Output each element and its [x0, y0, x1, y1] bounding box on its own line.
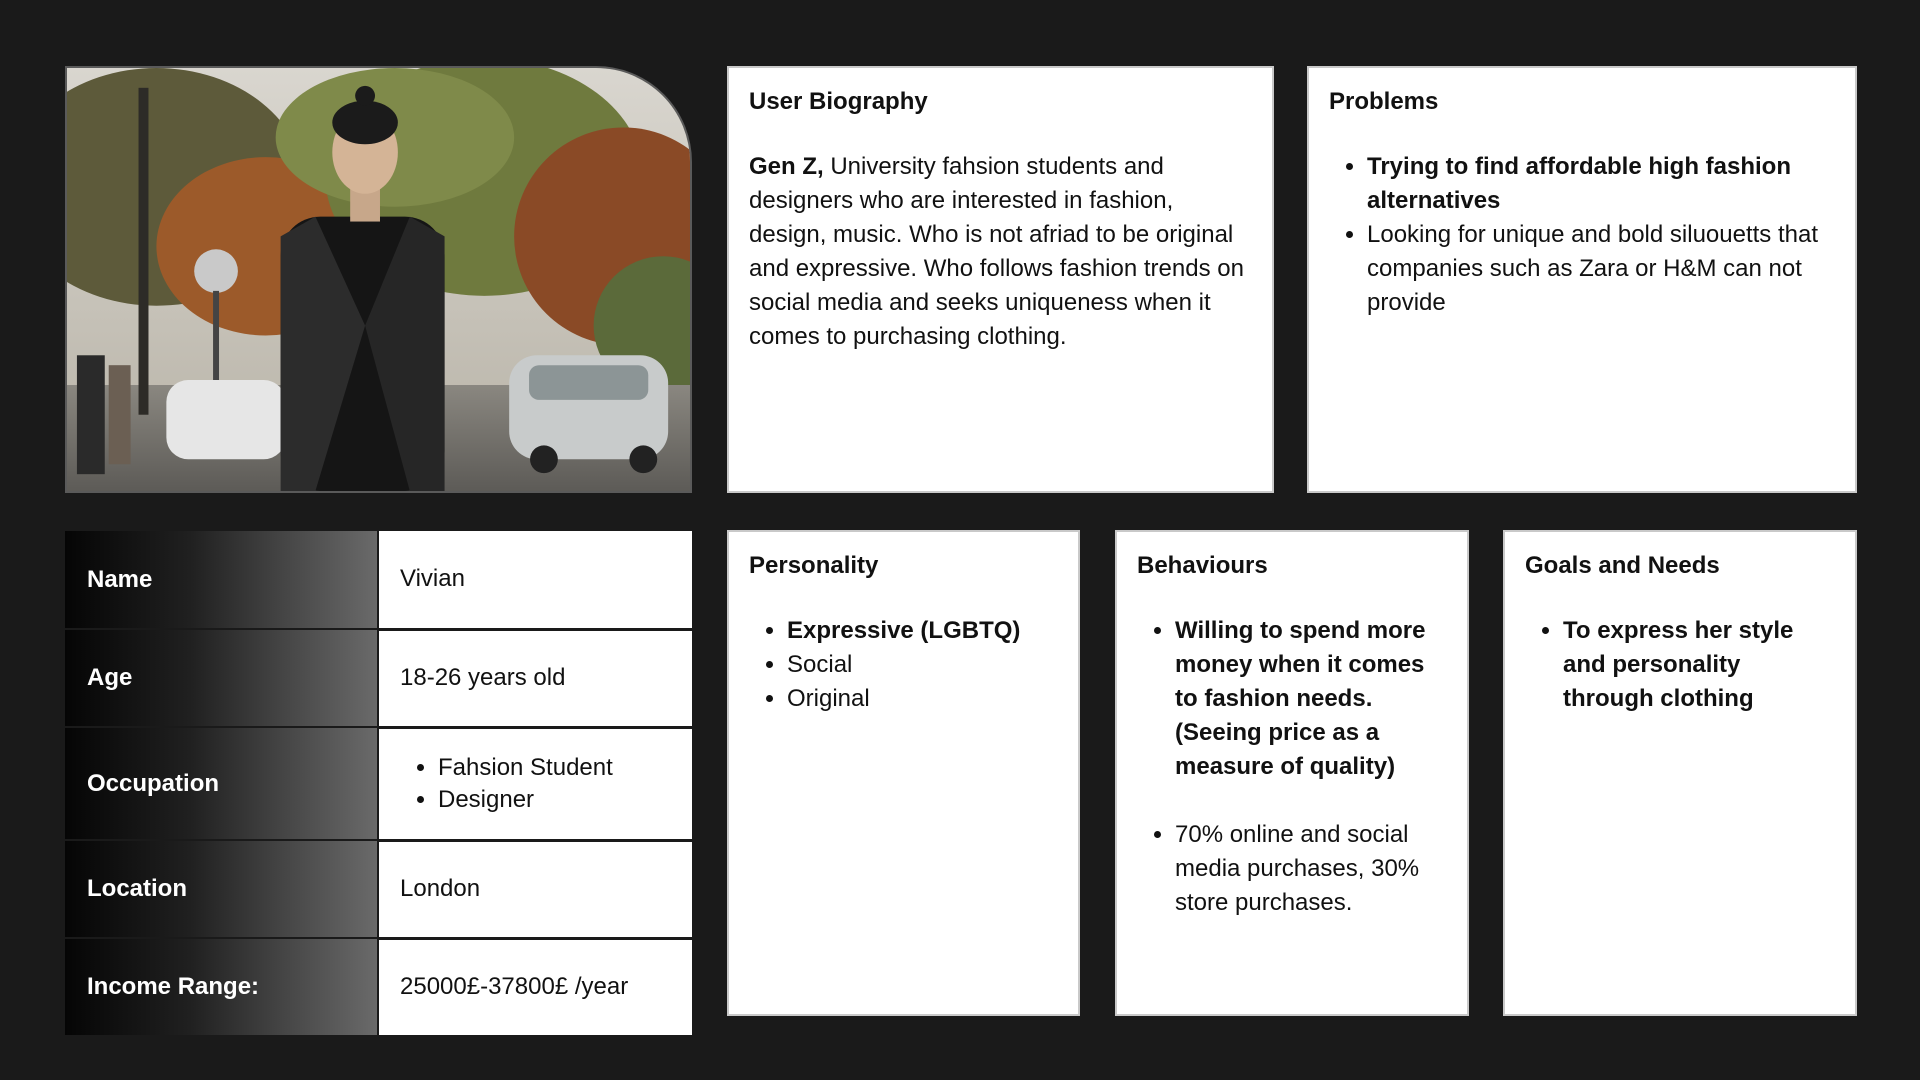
- list-item: • Expressive (LGBTQ): [787, 614, 1058, 648]
- occupation-list: [400, 752, 691, 816]
- list-item: • Designer: [438, 784, 691, 816]
- profile-value-occupation: [378, 727, 692, 840]
- list-item: • Looking for unique and bold siluouetts that companies such as Zara or H&M can not provide: [1367, 218, 1835, 320]
- personality-title: Personality: [749, 552, 879, 579]
- profile-value-age: 18-26 years old: [378, 629, 692, 727]
- list-item: • Social: [787, 648, 1058, 682]
- list-item: • To express her style and personality through clothing: [1563, 614, 1835, 716]
- profile-label-age: Age: [65, 629, 378, 727]
- biography-lead: Gen Z,: [749, 152, 824, 180]
- profile-table: [65, 531, 692, 1038]
- behaviours-title: Behaviours: [1137, 552, 1268, 579]
- problems-title: Problems: [1329, 88, 1439, 115]
- profile-label-occupation: Occupation: [65, 727, 378, 840]
- problems-list: [1329, 150, 1835, 320]
- list-item: • 70% online and social media purchases, 30% store purchases.: [1175, 818, 1447, 920]
- list-item: • Trying to find affordable high fashion alternatives: [1367, 150, 1835, 218]
- personality-list: [749, 614, 1058, 716]
- list-item: • Willing to spend more money when it comes to fashion needs. (Seeing price as a measure of quality): [1175, 614, 1447, 784]
- profile-label-income: Income Range:: [65, 938, 378, 1036]
- profile-value-income: 25000£-37800£ /year: [378, 938, 692, 1036]
- profile-value-name: Vivian: [378, 531, 692, 629]
- behaviours-list: [1137, 614, 1447, 920]
- goals-title: Goals and Needs: [1525, 552, 1720, 579]
- profile-value-location: London: [378, 840, 692, 938]
- list-item: • Fahsion Student: [438, 752, 691, 784]
- biography-body: University fahsion students and designers who are interested in fashion, design, music. Who is not afriad to be original and expressive. Who follows fashion trends on social media and seeks uniqueness when it comes to purchasing clothing.: [749, 152, 1244, 350]
- table-row: [65, 531, 692, 629]
- list-item: • Original: [787, 682, 1058, 716]
- profile-label-name: Name: [65, 531, 378, 629]
- table-row: [65, 629, 692, 727]
- goals-card: [1503, 530, 1857, 1016]
- personality-card: [727, 530, 1080, 1016]
- behaviours-card: [1115, 530, 1469, 1016]
- biography-title: User Biography: [749, 88, 928, 115]
- goals-list: [1525, 614, 1835, 716]
- biography-card: [727, 66, 1274, 493]
- persona-photo-image: [67, 68, 690, 491]
- profile-label-location: Location: [65, 840, 378, 938]
- table-row: [65, 938, 692, 1036]
- table-row: [65, 840, 692, 938]
- biography-text: [749, 150, 1252, 354]
- table-row: [65, 727, 692, 840]
- problems-card: [1307, 66, 1857, 493]
- persona-photo: [65, 66, 692, 493]
